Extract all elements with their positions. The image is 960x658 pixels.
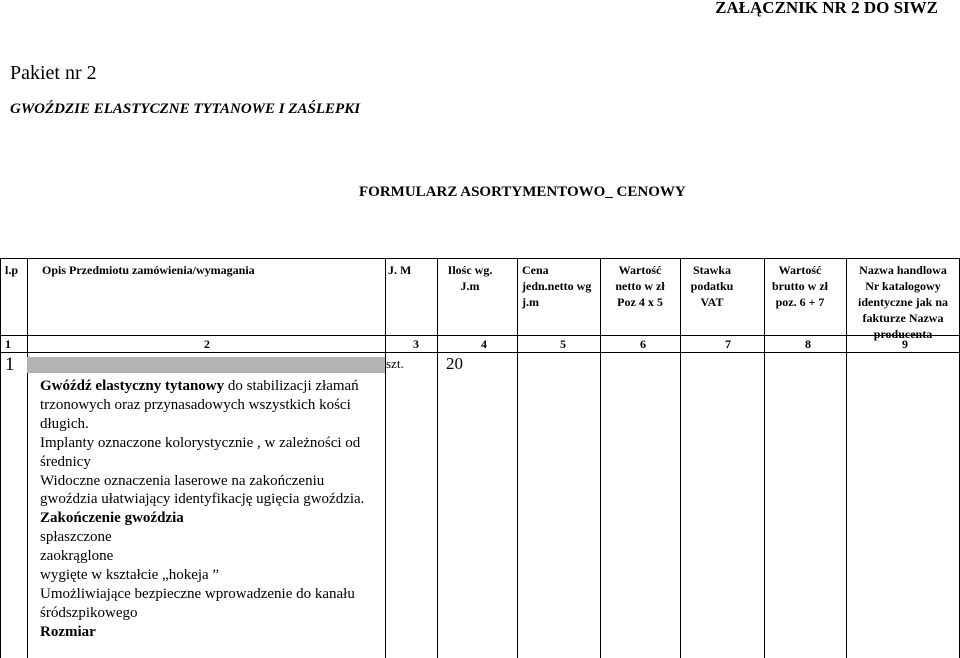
column-number: 2 <box>204 337 210 351</box>
col-border <box>27 258 28 658</box>
row-lp: 1 <box>5 354 15 375</box>
column-number: 3 <box>413 337 419 351</box>
desc-color-coding: Implanty oznaczone kolorystycznie , w zależności od średnicy <box>40 434 361 470</box>
table-top-border <box>0 258 960 259</box>
col-border <box>846 258 847 658</box>
header-quantity: Ilośc wg. J.m <box>447 263 493 293</box>
desc-size-title: Rozmiar <box>40 623 96 640</box>
column-number: 5 <box>560 337 566 351</box>
column-number: 8 <box>805 337 811 351</box>
col-border <box>764 258 765 658</box>
header-unit-price: Cena jedn.netto wg j.m <box>522 263 592 309</box>
header-unit: J. M <box>388 263 412 277</box>
desc-ending-flat: spłaszczone <box>40 529 112 546</box>
col-border <box>385 258 386 658</box>
header-lp: l.p <box>5 263 19 277</box>
desc-laser-marking: Widoczne oznaczenia laserowe na zakończeniu gwoździa ułatwiający identyfikację ugięcia gwoździa. <box>40 472 365 508</box>
header-description: Opis Przedmiotu zamówienia/wymagania <box>42 263 255 277</box>
column-number: 1 <box>5 337 11 351</box>
column-number: 4 <box>481 337 487 351</box>
row-description <box>40 377 380 642</box>
column-number: 6 <box>640 337 646 351</box>
col-border <box>680 258 681 658</box>
header-vat-rate: Stawka podatku VAT <box>690 263 734 309</box>
desc-ending-title: Zakończenie gwoździa <box>40 510 184 527</box>
desc-ending-hockey: wygięte w kształcie „hokeja ” <box>40 567 220 584</box>
column-number: 7 <box>725 337 731 351</box>
header-gross-value: Wartość brutto w zł poz. 6 + 7 <box>772 263 828 309</box>
col-border <box>0 258 1 658</box>
desc-title-rest: do stabilizacji złamań trzonowych oraz przynasadowych wszystkich kości długich. <box>40 378 359 432</box>
form-title: FORMULARZ ASORTYMENTOWO_ CENOWY <box>359 184 686 200</box>
row-quantity: 20 <box>446 354 463 373</box>
desc-ending-rounded: zaokrąglone <box>40 548 114 565</box>
package-title: Pakiet nr 2 <box>10 62 97 84</box>
col-border <box>437 258 438 658</box>
header-trade-name: Nazwa handlowa Nr katalogowy identyczne jak na fakturze Nazwa producenta <box>858 263 948 341</box>
column-number: 9 <box>902 337 908 351</box>
col-border <box>600 258 601 658</box>
package-subtitle: GWOŹDZIE ELASTYCZNE TYTANOWE I ZAŚLEPKI <box>10 101 361 117</box>
header-bottom-border <box>0 335 960 336</box>
desc-title: Gwóźdź elastyczny tytanowy <box>40 378 225 394</box>
col-border <box>517 258 518 658</box>
numbers-bottom-border <box>0 352 960 353</box>
header-net-value: Wartość netto w zł Poz 4 x 5 <box>615 263 665 309</box>
annex-label: ZAŁĄCZNIK NR 2 DO SIWZ <box>715 0 938 17</box>
row-unit: szt. <box>386 356 404 371</box>
redacted-bar <box>27 357 385 373</box>
desc-safe-insertion: Umożliwiające bezpieczne wprowadzenie do kanału śródszpikowego <box>40 585 355 621</box>
